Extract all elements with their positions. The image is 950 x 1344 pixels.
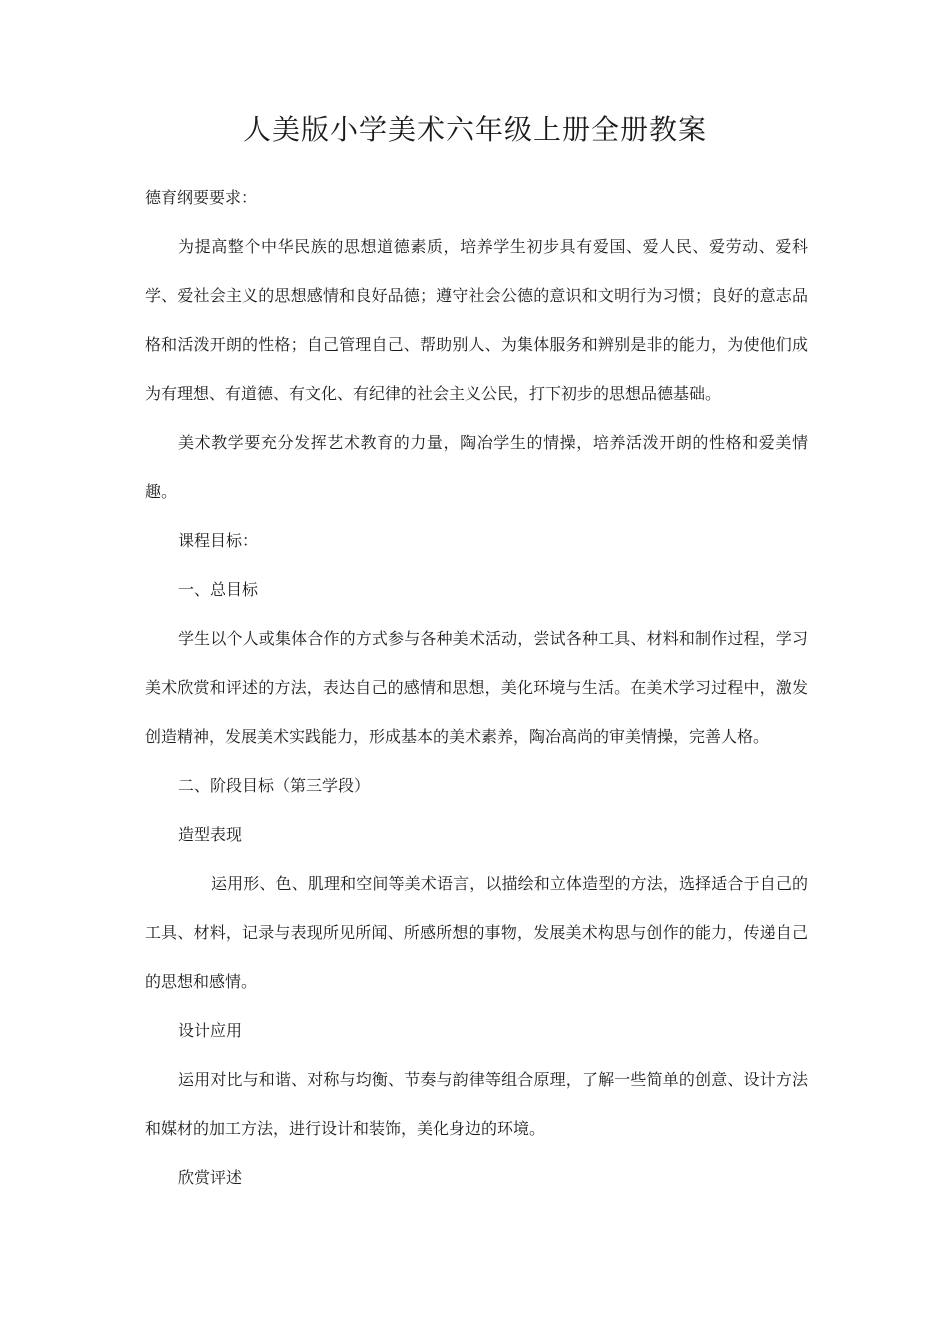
paragraph-overall-goal-text: 学生以个人或集体合作的方式参与各种美术活动，尝试各种工具、材料和制作过程，学习美术欣赏和评述的方法，表达自己的感情和思想，美化环境与生活。在美术学习过程中，激发创造精神，发展美术实践能力，形成基本的美术素养，陶冶高尚的审美情操，完善人格。 bbox=[145, 629, 808, 746]
paragraph-stage-goal-heading: 二、阶段目标（第三学段） bbox=[178, 776, 371, 795]
paragraph-design-heading: 设计应用 bbox=[178, 1021, 243, 1040]
document-body bbox=[145, 173, 808, 1202]
paragraph-modeling-text: 运用形、色、肌理和空间等美术语言，以描绘和立体造型的方法，选择适合于自己的工具、材料，记录与表现所见所闻、所感所想的事物，发展美术构思与创作的能力，传递自己的思想和感情。 bbox=[145, 874, 808, 991]
paragraph-course-goals-heading: 课程目标： bbox=[178, 531, 259, 550]
paragraph-design-text: 运用对比与和谐、对称与均衡、节奏与韵律等组合原理，了解一些简单的创意、设计方法和媒材的加工方法，进行设计和装饰，美化身边的环境。 bbox=[145, 1070, 808, 1138]
paragraph-art-education: 美术教学要充分发挥艺术教育的力量，陶冶学生的情操，培养活泼开朗的性格和爱美情趣。 bbox=[145, 433, 808, 501]
paragraph-modeling-heading: 造型表现 bbox=[178, 825, 243, 844]
paragraph-appreciation-heading: 欣赏评述 bbox=[178, 1168, 243, 1187]
paragraph-moral-outline-heading: 德育纲要要求： bbox=[145, 188, 258, 207]
paragraph-overall-goal-heading: 一、总目标 bbox=[178, 580, 259, 599]
paragraph-moral-outline-text: 为提高整个中华民族的思想道德素质，培养学生初步具有爱国、爱人民、爱劳动、爱科学、爱社会主义的思想感情和良好品德；遵守社会公德的意识和文明行为习惯；良好的意志品格和活泼开朗的性格；自己管理自己、帮助别人、为集体服务和辨别是非的能力，为使他们成为有理想、有道德、有文化、有纪律的社会主义公民，打下初步的思想品德基础。 bbox=[145, 237, 808, 403]
document-title: 人美版小学美术六年级上册全册教案 bbox=[242, 113, 707, 146]
